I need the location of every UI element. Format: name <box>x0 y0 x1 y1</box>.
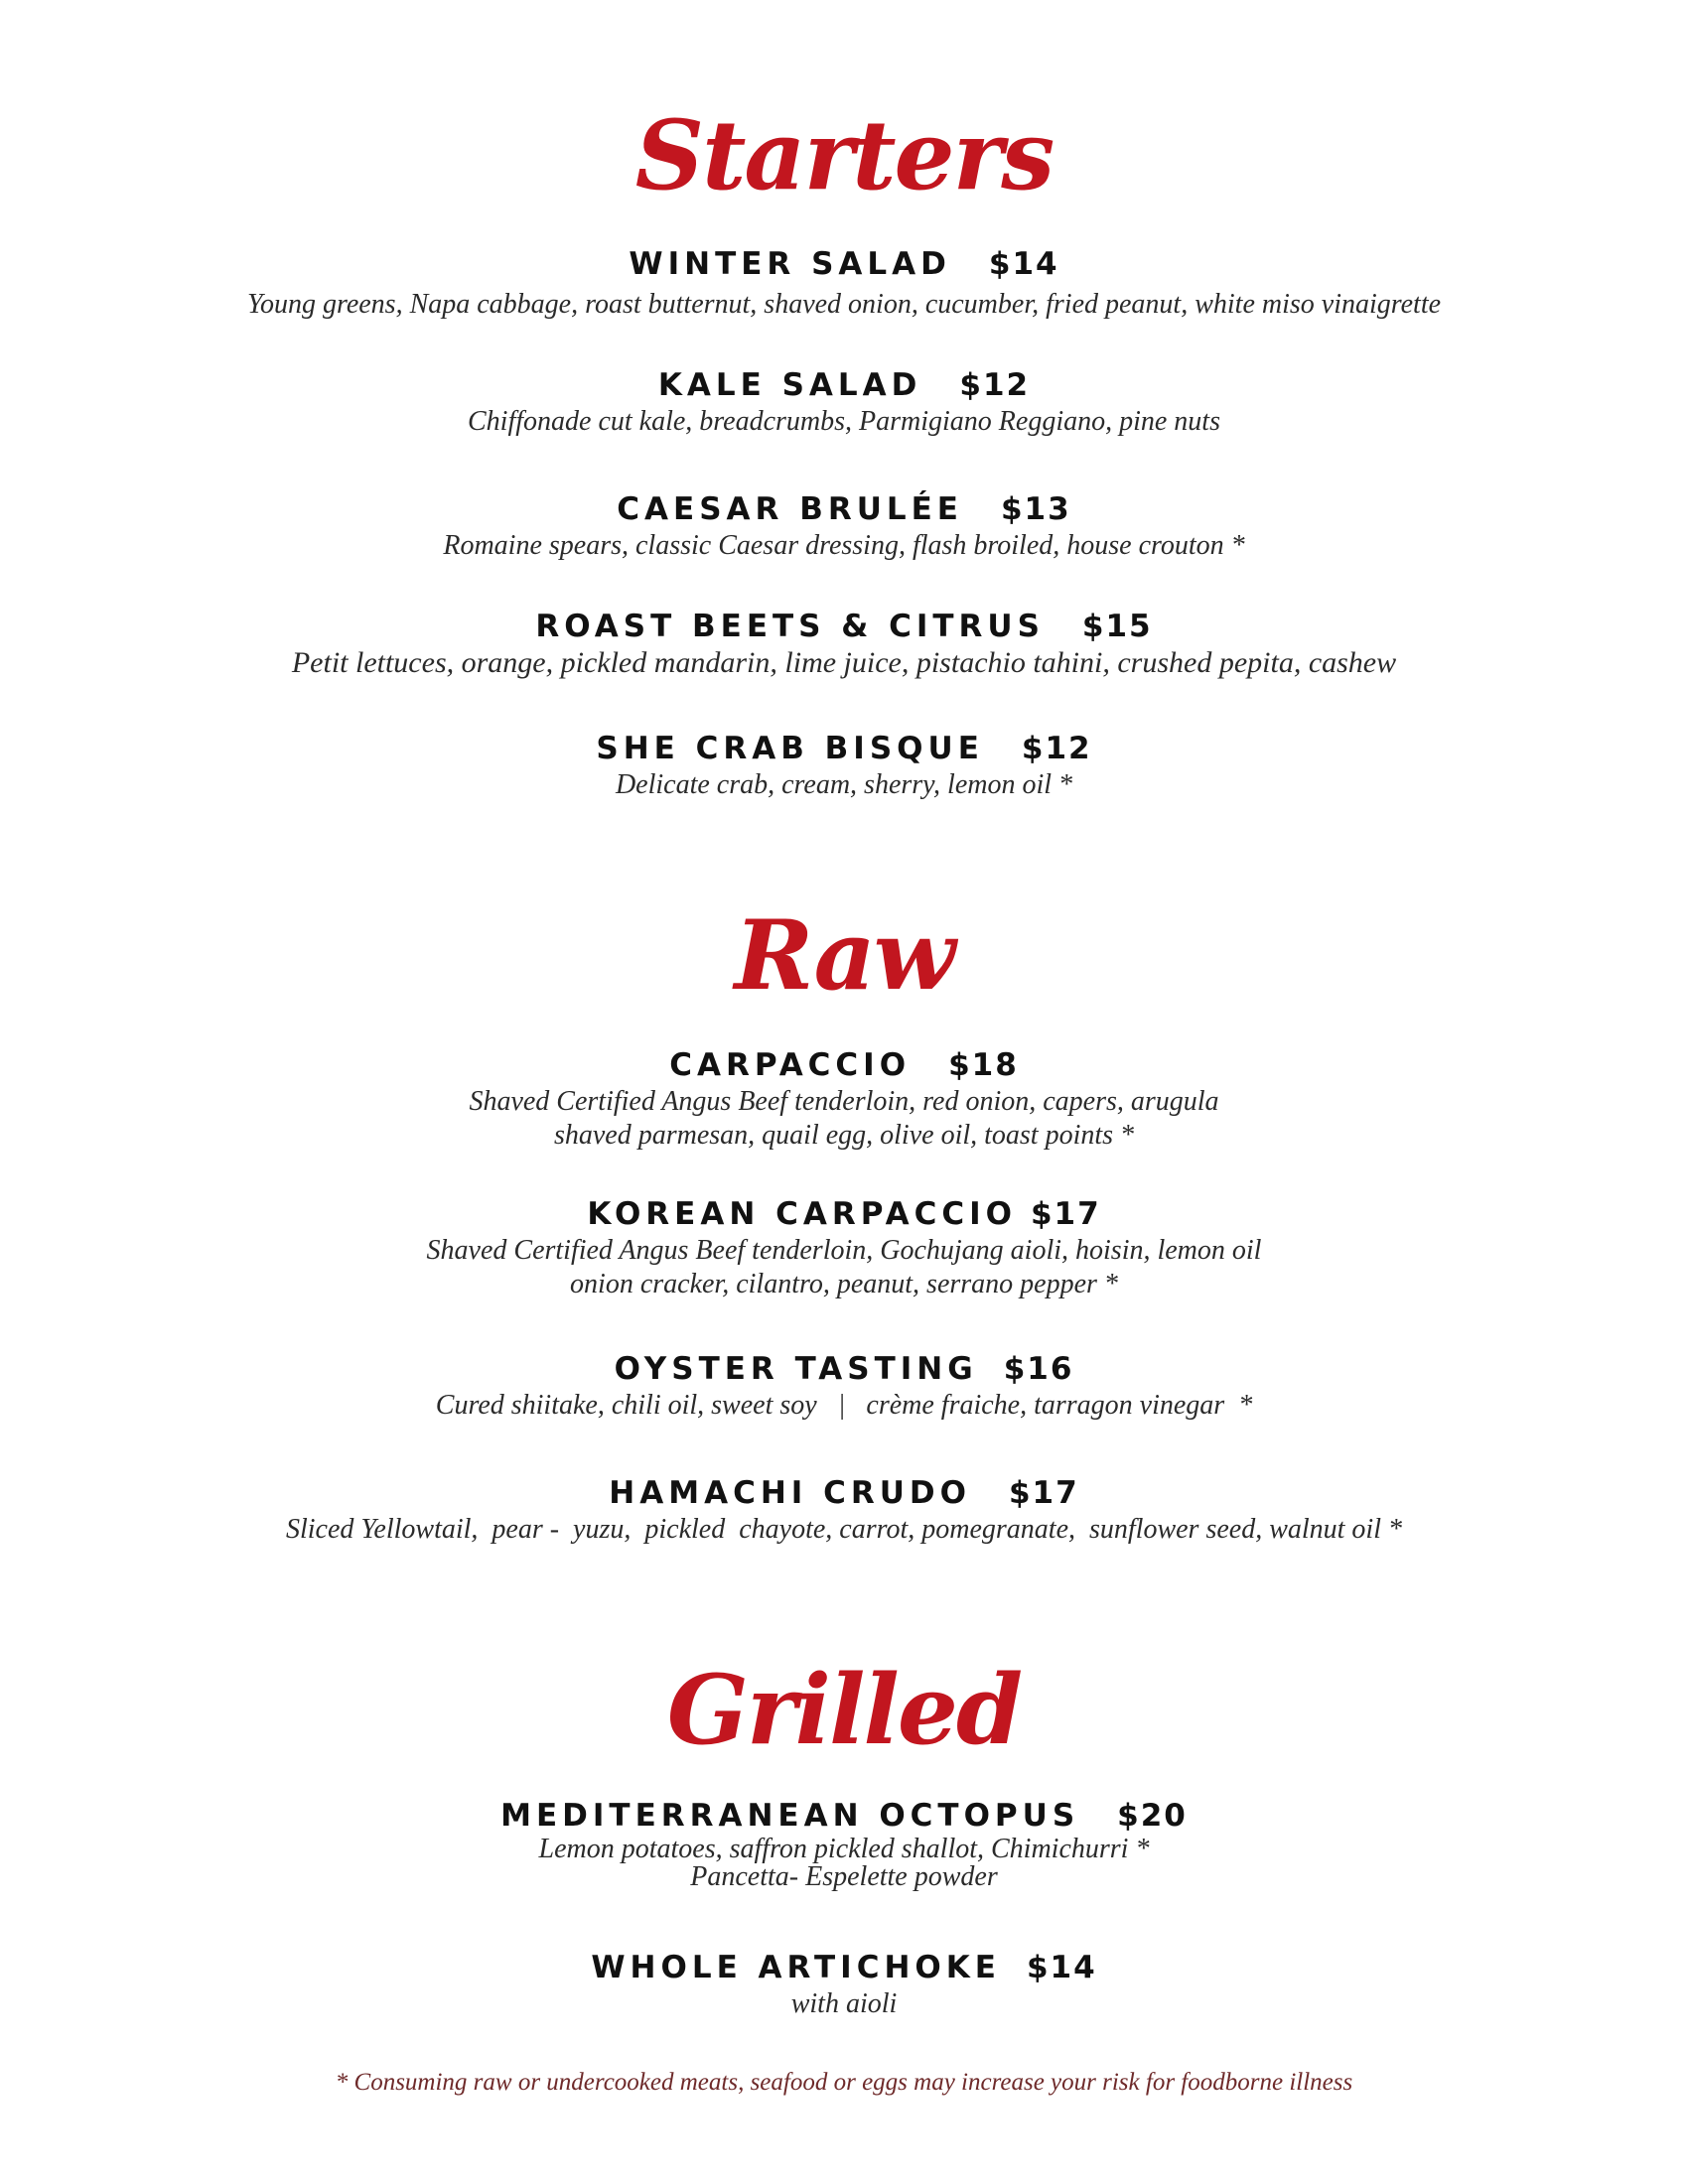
menu-item-heading <box>0 365 1688 405</box>
menu-item-heading <box>0 1796 1688 1836</box>
menu-item-price: $13 <box>1000 491 1071 527</box>
menu-item-description: Chiffonade cut kale, breadcrumbs, Parmigiano Reggiano, pine nuts <box>468 406 1220 437</box>
menu-item <box>0 1948 1688 2021</box>
menu-item-price: $18 <box>948 1047 1019 1083</box>
menu-item-description: Sliced Yellowtail, pear - yuzu, pickled chayote, carrot, pomegranate, sunflower seed, walnut oil * <box>285 1514 1402 1545</box>
menu-item <box>0 365 1688 439</box>
menu-item-heading <box>0 489 1688 529</box>
menu-item-description: Lemon potatoes, saffron pickled shallot, Chimichurri * <box>538 1834 1150 1864</box>
foodborne-illness-disclaimer: * Consuming raw or undercooked meats, seafood or eggs may increase your risk for foodborne illness <box>335 2069 1353 2096</box>
menu-item <box>0 489 1688 563</box>
menu-item-name: CAESAR BRULÉE <box>617 491 963 527</box>
menu-item-name: OYSTER TASTING <box>614 1351 978 1387</box>
menu-item-price: $17 <box>1030 1196 1101 1232</box>
menu-item-name: ROAST BEETS & CITRUS <box>535 609 1045 644</box>
menu-item-heading <box>0 1349 1688 1389</box>
menu-item-description: Shaved Certified Angus Beef tenderloin, red onion, capers, arugula <box>469 1086 1219 1117</box>
menu-item-heading <box>0 1948 1688 1987</box>
menu-item <box>0 1796 1688 1891</box>
menu-item-description: with aioli <box>790 1988 898 2019</box>
menu-item-price: $12 <box>959 367 1031 403</box>
menu-item <box>0 1473 1688 1547</box>
menu-item-name: WINTER SALAD <box>629 246 951 282</box>
menu-item-description: Romaine spears, classic Caesar dressing, flash broiled, house crouton * <box>443 530 1245 561</box>
menu-item <box>0 1194 1688 1301</box>
menu-item-heading <box>0 1045 1688 1085</box>
section-title-grilled: Grilled <box>666 1654 1022 1766</box>
menu-item-price: $14 <box>988 246 1059 282</box>
menu-item-price: $12 <box>1021 731 1092 766</box>
menu-item-description-line-2: shaved parmesan, quail egg, olive oil, toast points * <box>553 1120 1135 1151</box>
menu-item <box>0 244 1688 322</box>
menu-item <box>0 729 1688 802</box>
menu-item <box>0 1349 1688 1423</box>
menu-item-heading <box>0 244 1688 284</box>
menu-item-heading <box>0 729 1688 768</box>
menu-item-name: HAMACHI CRUDO <box>609 1475 971 1511</box>
menu-item-heading <box>0 1473 1688 1513</box>
menu-item <box>0 607 1688 680</box>
menu-item-description: Petit lettuces, orange, pickled mandarin, lime juice, pistachio tahini, crushed pepita, cashew <box>291 646 1397 679</box>
menu-item-description: Shaved Certified Angus Beef tenderloin, Gochujang aioli, hoisin, lemon oil <box>426 1235 1262 1266</box>
section-title-raw: Raw <box>734 899 954 1012</box>
menu-item-description: Delicate crab, cream, sherry, lemon oil * <box>615 769 1073 800</box>
menu-item-name: MEDITERRANEAN OCTOPUS <box>500 1798 1080 1834</box>
menu-item-price: $14 <box>1026 1950 1097 1985</box>
menu-item-price: $15 <box>1081 609 1153 644</box>
menu-item-price: $20 <box>1117 1798 1188 1834</box>
menu-item-name: KALE SALAD <box>657 367 922 403</box>
menu-item-price: $17 <box>1008 1475 1079 1511</box>
menu-item-heading <box>0 1194 1688 1234</box>
menu-item-price: $16 <box>1003 1351 1074 1387</box>
menu-item-description-line-2: onion cracker, cilantro, peanut, serrano pepper * <box>570 1269 1118 1299</box>
menu-item-name: WHOLE ARTICHOKE <box>591 1950 1001 1985</box>
menu-item-heading <box>0 607 1688 646</box>
section-title-starters: Starters <box>634 99 1054 211</box>
menu-item-description: Young greens, Napa cabbage, roast butternut, shaved onion, cucumber, fried peanut, white miso vinaigrette <box>246 289 1442 320</box>
menu-item-name: KOREAN CARPACCIO <box>587 1196 1017 1232</box>
menu-item-description: Cured shiitake, chili oil, sweet soy | crème fraiche, tarragon vinegar * <box>435 1390 1253 1421</box>
menu-item-name: CARPACCIO <box>669 1047 912 1083</box>
menu-item <box>0 1045 1688 1153</box>
menu-item-name: SHE CRAB BISQUE <box>596 731 984 766</box>
menu-item-description-line-2: Pancetta- Espelette powder <box>690 1861 998 1892</box>
